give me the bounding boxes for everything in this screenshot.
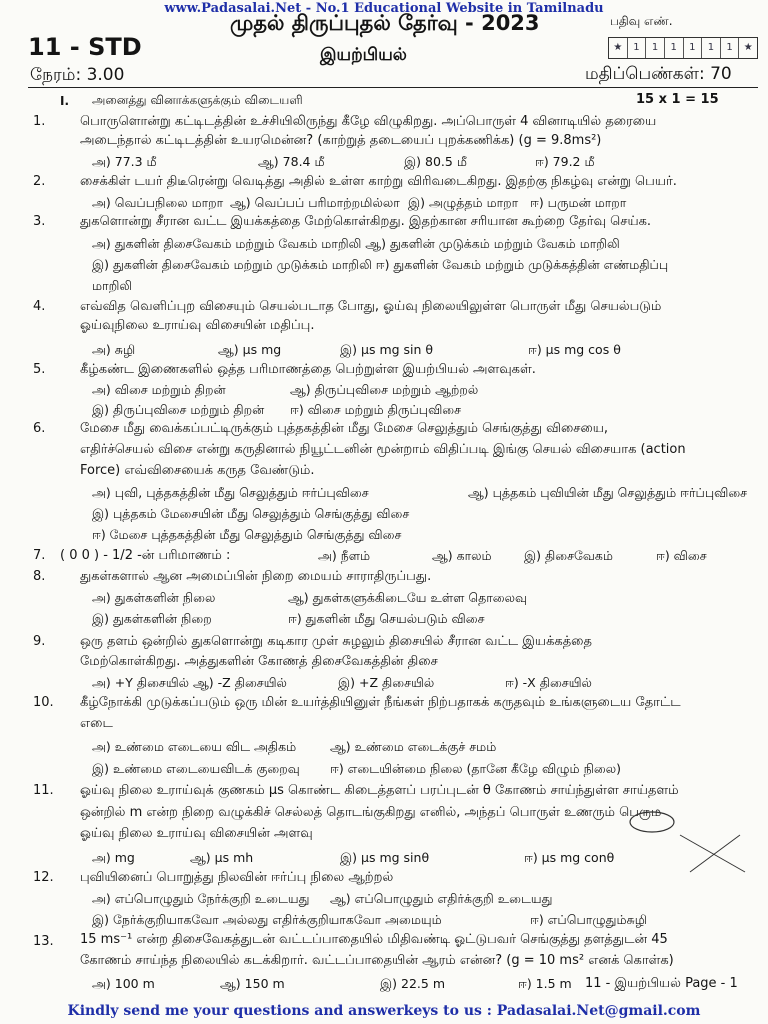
question-text: எதிர்ச்செயல் விசை என்று கருதினால் நியூட்டனின் மூன்றாம் விதிப்படி இங்கு செயல் விசையாக (action (80, 442, 686, 457)
question-number: 7. (33, 548, 46, 563)
question-text: மேசை மீது வைக்கப்பட்டிருக்கும் புத்தகத்தின் மீது மேசை செலுத்தும் செங்குத்து விசையை, (80, 421, 609, 436)
question-number: 4. (33, 299, 46, 314)
question-number: 13. (33, 934, 54, 949)
question-text: ஓய்வு நிலை உராய்வு விசையின் அளவு (80, 826, 313, 841)
section-title: அனைத்து வினாக்களுக்கும் விடையளி (92, 93, 303, 107)
standard-label: 11 - STD (28, 33, 142, 61)
question-number: 8. (33, 569, 46, 584)
option-d: ஈ) μs mg conθ (524, 850, 615, 865)
question-text: 15 ms⁻¹ என்ற திசைவேகத்துடன் வட்டப்பாதையில் மிதிவண்டி ஓட்டுபவர் செங்குத்து தளத்துடன் 45 (80, 932, 668, 947)
option-a: அ) வெப்பநிலை மாறா (92, 195, 224, 210)
section-marks: 15 x 1 = 15 (636, 92, 719, 107)
option-d: ஈ) எடையின்மை நிலை (தானே கீழே விழும் நிலை) (330, 761, 621, 776)
option-a: அ) 100 m (92, 976, 155, 991)
subject-title: இயற்பியல் (320, 45, 407, 65)
option-b: ஆ) புத்தகம் புவியின் மீது செலுத்தும் ஈர்ப்புவிசை (468, 485, 748, 500)
question-text: Force) எவ்விசையைக் கருத வேண்டும். (80, 463, 315, 478)
option-c: இ) நேர்க்குறியாகவோ அல்லது எதிர்க்குறியாகவோ அமையும் (92, 912, 442, 927)
register-cell: ★ (743, 42, 753, 53)
question-number: 10. (33, 695, 54, 710)
register-cell: 1 (665, 38, 684, 58)
option-b: ஆ) காலம் (432, 548, 492, 563)
question-text: சைக்கிள் டயர் திடீரென்று வெடித்து அதில் உள்ள காற்று விரிவடைகிறது. இதற்கு நிகழ்வு என்று பெயர். (80, 174, 677, 189)
option-b: ஆ) எப்பொழுதும் எதிர்க்குறி உடையது (330, 891, 553, 906)
register-cell: 1 (684, 38, 703, 58)
option-c: இ) உண்மை எடையைவிடக் குறைவு (92, 761, 300, 776)
option-a: அ) எப்பொழுதும் நேர்க்குறி உடையது (92, 891, 310, 906)
option-b: ஆ) 78.4 மீ (258, 154, 325, 169)
option-b: ஆ) திருப்புவிசை மற்றும் ஆற்றல் (290, 382, 479, 397)
question-text: கீழ்நோக்கி முடுக்கப்படும் ஒரு மின் உயர்த்தியினுள் நீங்கள் நிற்பதாகக் கருதவும் உங்களுடைய தோட்ட (80, 695, 681, 710)
option-d: ஈ) பருமன் மாறா (530, 195, 627, 210)
register-cell: 1 (628, 38, 647, 58)
option-d: ஈ) -X திசையில் (505, 675, 592, 690)
section-number: I. (60, 94, 70, 108)
max-marks: மதிப்பெண்கள்: 70 (585, 64, 732, 84)
option-d: ஈ) எப்பொழுதும்சுழி (530, 912, 647, 927)
question-number: 1. (33, 114, 46, 129)
question-text: பொருளொன்று கட்டிடத்தின் உச்சியிலிருந்து கீழே விழுகிறது. அப்பொருள் 4 வினாடியில் தரையை (80, 114, 657, 129)
question-text: ஒன்றில் m என்ற நிறை வழுக்கிச் செல்லத் தொடங்குகிறது எனில், அந்தப் பொருள் உணரும் பெரும (80, 805, 662, 820)
question-number: 12. (33, 870, 54, 885)
header-divider (28, 87, 758, 88)
option-d: ஈ) 79.2 மீ (535, 154, 595, 169)
exam-title: முதல் திருப்புதல் தேர்வு - 2023 (230, 11, 540, 35)
option-c: இ) +Z திசையில் (338, 675, 435, 690)
register-number-label: பதிவு எண். (610, 14, 673, 28)
option-b: ஆ) μs mg (218, 342, 282, 357)
question-number: 3. (33, 214, 46, 229)
option-c: இ) 22.5 m (380, 976, 445, 991)
option-a: அ) நீளம் (318, 548, 371, 563)
option-a: அ) உண்மை எடையை விட அதிகம் (92, 739, 297, 754)
question-number: 2. (33, 174, 46, 189)
option-a: அ) புவி, புத்தகத்தின் மீது செலுத்தும் ஈர்ப்புவிசை (92, 485, 369, 500)
option-ab: அ) +Y திசையில் ஆ) -Z திசையில் (92, 675, 287, 690)
website-banner: www.Padasalai.Net - No.1 Educational Website in Tamilnadu (164, 1, 604, 16)
option-b: ஆ) துகள்களுக்கிடையே உள்ள தொலைவு (288, 590, 527, 605)
question-text: ( 0 0 ) - 1/2 -ன் பரிமாணம் : (60, 548, 231, 563)
option-d: ஈ) விசை (656, 548, 707, 563)
register-number-box (608, 37, 758, 59)
register-cell: ★ (609, 38, 628, 58)
register-cell: 1 (702, 38, 721, 58)
question-text: கோணம் சாய்ந்த நிலையில் கடக்கிறார். வட்டப்பாதையின் ஆரம் என்ன? (g = 10 ms² எனக் கொள்க) (80, 953, 674, 968)
option-d: ஈ) மேசை புத்தகத்தின் மீது செலுத்தும் செங்குத்து விசை (92, 527, 402, 542)
option-cd: இ) துகளின் திசைவேகம் மற்றும் முடுக்கம் மாறிலி ஈ) துகளின் வேகம் மற்றும் முடுக்கத்தின் எண்மதிப்பு (92, 257, 669, 272)
option-d: ஈ) துகளின் மீது செயல்படும் விசை (288, 611, 485, 626)
option-c: இ) துகள்களின் நிறை (92, 611, 212, 626)
option-d: ஈ) விசை மற்றும் திருப்புவிசை (290, 402, 462, 417)
option-b: ஆ) வெப்பப் பரிமாற்றமில்லா (230, 195, 400, 210)
question-number: 11. (33, 783, 54, 798)
option-a: அ) விசை மற்றும் திறன் (92, 382, 226, 397)
question-text: துகள்களால் ஆன அமைப்பின் நிறை மையம் சாராதிருப்பது. (80, 569, 432, 584)
option-ab: அ) துகளின் திசைவேகம் மற்றும் வேகம் மாறிலி ஆ) துகளின் முடுக்கம் மற்றும் வேகம் மாறிலி (92, 236, 620, 251)
question-text: அடைந்தால் கட்டிடத்தின் உயரமென்ன? (காற்றுத் தடையைப் புறக்கணிக்க) (g = 9.8ms²) (80, 133, 602, 148)
question-text: ஓய்வுநிலை உராய்வு விசையின் மதிப்பு. (80, 318, 315, 333)
exam-time: நேரம்: 3.00 (30, 65, 125, 85)
option-c: இ) 80.5 மீ (404, 154, 467, 169)
option-a: அ) mg (92, 850, 135, 865)
option-c: இ) μs mg sinθ (340, 850, 430, 865)
question-text: ஓய்வு நிலை உராய்வுக் குணகம் μs கொண்ட கிடைத்தளப் பரப்புடன் θ கோணம் சாய்ந்துள்ள சாய்தளம் (80, 783, 679, 798)
question-text: துகளொன்று சீரான வட்ட இயக்கத்தை மேற்கொள்கிறது. இதற்கான சரியான கூற்றை தேர்வு செய்க. (80, 214, 652, 229)
question-text: எவ்வித வெளிப்புற விசையும் செயல்படாத போது, ஓய்வு நிலையிலுள்ள பொருள் மீது செயல்படும் (80, 299, 662, 314)
option-a: அ) 77.3 மீ (92, 154, 157, 169)
contact-note: Kindly send me your questions and answerkeys to us : Padasalai.Net@gmail.com (67, 1003, 701, 1019)
question-text: மேற்கொள்கிறது. அத்துகளின் கோணத் திசைவேகத்தின் திசை (80, 654, 438, 669)
option-d: ஈ) 1.5 m (518, 976, 572, 991)
option-a: அ) சுழி (92, 342, 136, 357)
option-b: ஆ) 150 m (220, 976, 285, 991)
page-number: 11 - இயற்பியல் Page - 1 (585, 976, 738, 991)
question-text: புவியினைப் பொறுத்து நிலவின் ஈர்ப்பு நிலை ஆற்றல் (80, 870, 394, 885)
option-c: இ) திருப்புவிசை மற்றும் திறன் (92, 402, 265, 417)
option-d: ஈ) μs mg cos θ (528, 342, 621, 357)
question-text: எடை (80, 716, 113, 731)
option-a: அ) துகள்களின் நிலை (92, 590, 216, 605)
register-cell: 1 (646, 38, 665, 58)
option-c: இ) திசைவேகம் (524, 548, 613, 563)
question-number: 5. (33, 362, 46, 377)
register-cell: 1 (721, 38, 740, 58)
question-text: ஒரு தளம் ஒன்றில் துகளொன்று கடிகார முள் சுழலும் திசையில் சீரான வட்ட இயக்கத்தை (80, 634, 592, 649)
option-b: ஆ) உண்மை எடைக்குச் சமம் (330, 739, 497, 754)
option-c: இ) புத்தகம் மேசையின் மீது செலுத்தும் செங்குத்து விசை (92, 506, 410, 521)
question-number: 9. (33, 634, 46, 649)
option-b: ஆ) μs mh (190, 850, 254, 865)
option-cd-cont: மாறிலி (92, 278, 133, 293)
question-number: 6. (33, 421, 46, 436)
handwritten-annotation (610, 800, 760, 880)
option-c: இ) μs mg sin θ (340, 342, 434, 357)
question-text: கீழ்கண்ட இணைகளில் ஒத்த பரிமாணத்தை பெற்றுள்ள இயற்பியல் அளவுகள். (80, 362, 536, 377)
option-c: இ) அழுத்தம் மாறா (408, 195, 519, 210)
